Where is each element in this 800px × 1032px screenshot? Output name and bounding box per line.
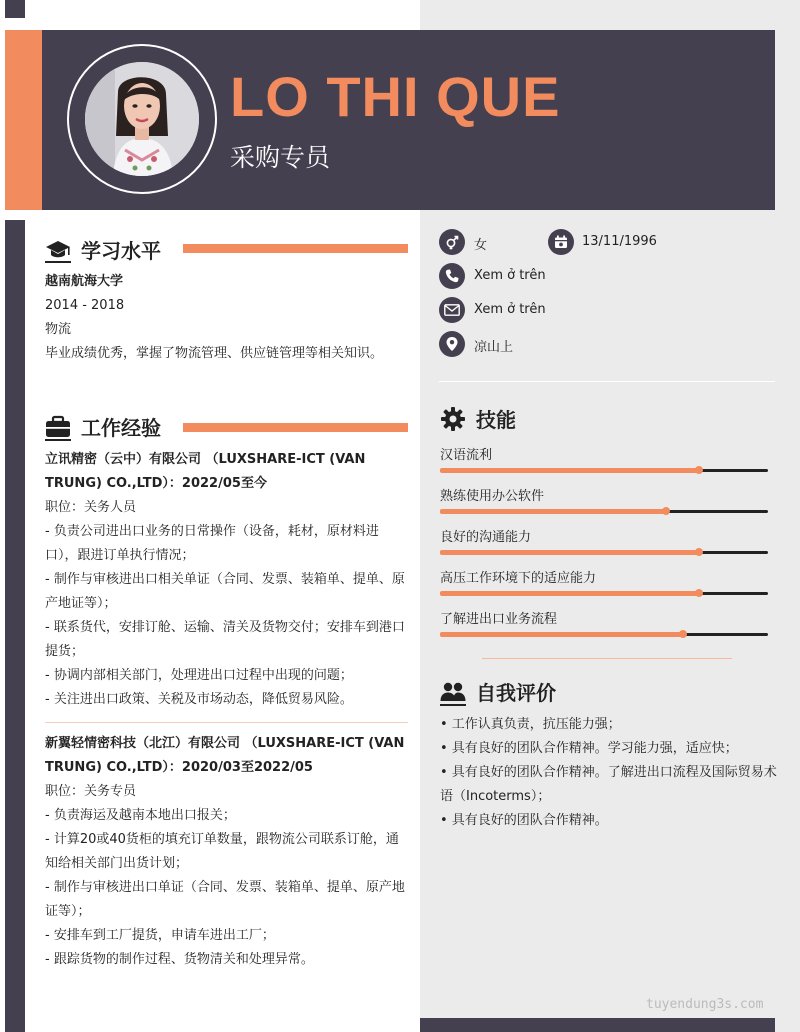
education-title-bar (183, 244, 408, 253)
contact-divider (439, 381, 775, 382)
job-1-duty-1: - 负责公司进出口业务的日常操作（设备，耗材，原材料进口），跟进订单执行情况； (45, 524, 379, 563)
email-icon (439, 297, 465, 323)
skill-label-1: 汉语流利 (440, 448, 493, 463)
job-2-duty-3: - 制作与审核进出口单证（合同、发票、装箱单、提单、原产地证等）； (45, 880, 405, 919)
job-1-duty-3: - 联系货代，安排订舱、运输、清关及货物交付；安排车到港口提货； (45, 620, 405, 659)
self-evaluation-item-3: • 具有良好的团队合作精神。了解进出口流程及国际贸易术语（Incoterms）； (440, 765, 777, 804)
people-icon (440, 679, 466, 705)
job-title: 采购专员 (230, 143, 331, 172)
header-accent-strip (5, 30, 42, 210)
self-evaluation-item-2: • 具有良好的团队合作精神。学习能力强，适应快； (440, 741, 738, 756)
job-1-company: 立讯精密（云中）有限公司 （LUXSHARE-ICT (VAN TRUNG) CO.,LTD）：2022/05至今 (45, 452, 366, 491)
job-1-duty-2: - 制作与审核进出口相关单证（合同、发票、装箱单、提单、原产地证等）； (45, 572, 405, 611)
education-description: 毕业成绩优秀，掌握了物流管理、供应链管理等相关知识。 (45, 346, 384, 361)
job-2-duty-5: - 跟踪货物的制作过程、货物清关和处理异常。 (45, 952, 314, 967)
job-2-duty-2: - 计算20或40货柜的填充订单数量，跟物流公司联系订舱，通知给相关部门出货计划； (45, 832, 399, 871)
skill-bar-3 (440, 551, 768, 554)
skill-bar-fill (440, 468, 699, 473)
job-2-position: 职位：关务专员 (45, 784, 137, 799)
experience-title: 工作经验 (81, 416, 161, 440)
address-value: 凉山上 (474, 340, 514, 355)
graduation-cap-icon (45, 237, 71, 263)
skill-bar-4 (440, 592, 768, 595)
calendar-icon (548, 229, 574, 255)
location-pin-icon (439, 331, 465, 357)
job-divider (45, 722, 408, 723)
job-2-duty-1: - 负责海运及越南本地出口报关； (45, 808, 236, 823)
education-period: 2014 - 2018 (45, 298, 125, 313)
decor-strip-left (5, 220, 25, 1032)
skill-bar-2 (440, 510, 768, 513)
phone-value: Xem ở trên (474, 268, 546, 283)
briefcase-icon (45, 414, 71, 440)
skills-divider (482, 658, 732, 659)
decor-block-top (5, 0, 25, 18)
avatar-ring (67, 44, 217, 194)
self-evaluation-title-underline (440, 704, 466, 706)
education-section-title (45, 235, 161, 264)
email-value: Xem ở trên (474, 302, 546, 317)
self-evaluation-item-4: • 具有良好的团队合作精神。 (440, 813, 608, 828)
skill-bar-knob (679, 630, 687, 638)
skills-section-title (440, 404, 516, 433)
job-1-duty-4: - 协调内部相关部门，处理进出口过程中出现的问题； (45, 668, 353, 683)
phone-icon (439, 263, 465, 289)
skill-bar-fill (440, 509, 666, 514)
skill-bar-fill (440, 591, 699, 596)
skill-bar-fill (440, 632, 683, 637)
experience-title-bar (183, 423, 408, 432)
job-1-duty-5: - 关注进出口政策、关税及市场动态，降低贸易风险。 (45, 692, 353, 707)
school-name: 越南航海大学 (45, 274, 124, 289)
education-major: 物流 (45, 322, 72, 337)
gear-icon (440, 406, 466, 432)
avatar (85, 62, 199, 176)
gender-icon (439, 229, 465, 255)
watermark: tuyendung3s.com (646, 997, 764, 1012)
portrait-photo (85, 62, 199, 176)
education-title: 学习水平 (81, 239, 161, 263)
self-evaluation-title: 自我评价 (476, 681, 556, 705)
job-1-position: 职位：关务人员 (45, 500, 137, 515)
header-banner (5, 30, 775, 210)
self-evaluation-item-1: • 工作认真负责，抗压能力强； (440, 717, 621, 732)
decor-bar-bottom (420, 1018, 775, 1032)
skill-label-3: 良好的沟通能力 (440, 530, 532, 545)
job-2-duty-4: - 安排车到工厂提货，申请车进出工厂； (45, 928, 275, 943)
job-2-company: 新翼轻情密科技（北江）有限公司 （LUXSHARE-ICT (VAN TRUNG) CO.,LTD）：2020/03至2022/05 (45, 736, 405, 775)
experience-section-title (45, 412, 161, 441)
skill-bar-5 (440, 633, 768, 636)
skill-label-4: 高压工作环境下的适应能力 (440, 571, 597, 586)
skill-bar-1 (440, 469, 768, 472)
education-title-underline (45, 261, 71, 263)
experience-title-underline (45, 439, 71, 441)
self-evaluation-section-title (440, 677, 556, 706)
gender-value: 女 (474, 238, 488, 253)
birthdate-value: 13/11/1996 (582, 234, 657, 249)
skills-title: 技能 (476, 408, 516, 432)
skill-bar-fill (440, 550, 699, 555)
skill-label-5: 了解进出口业务流程 (440, 612, 558, 627)
candidate-name: LO THI QUE (230, 65, 561, 128)
skill-label-2: 熟练使用办公软件 (440, 489, 545, 504)
